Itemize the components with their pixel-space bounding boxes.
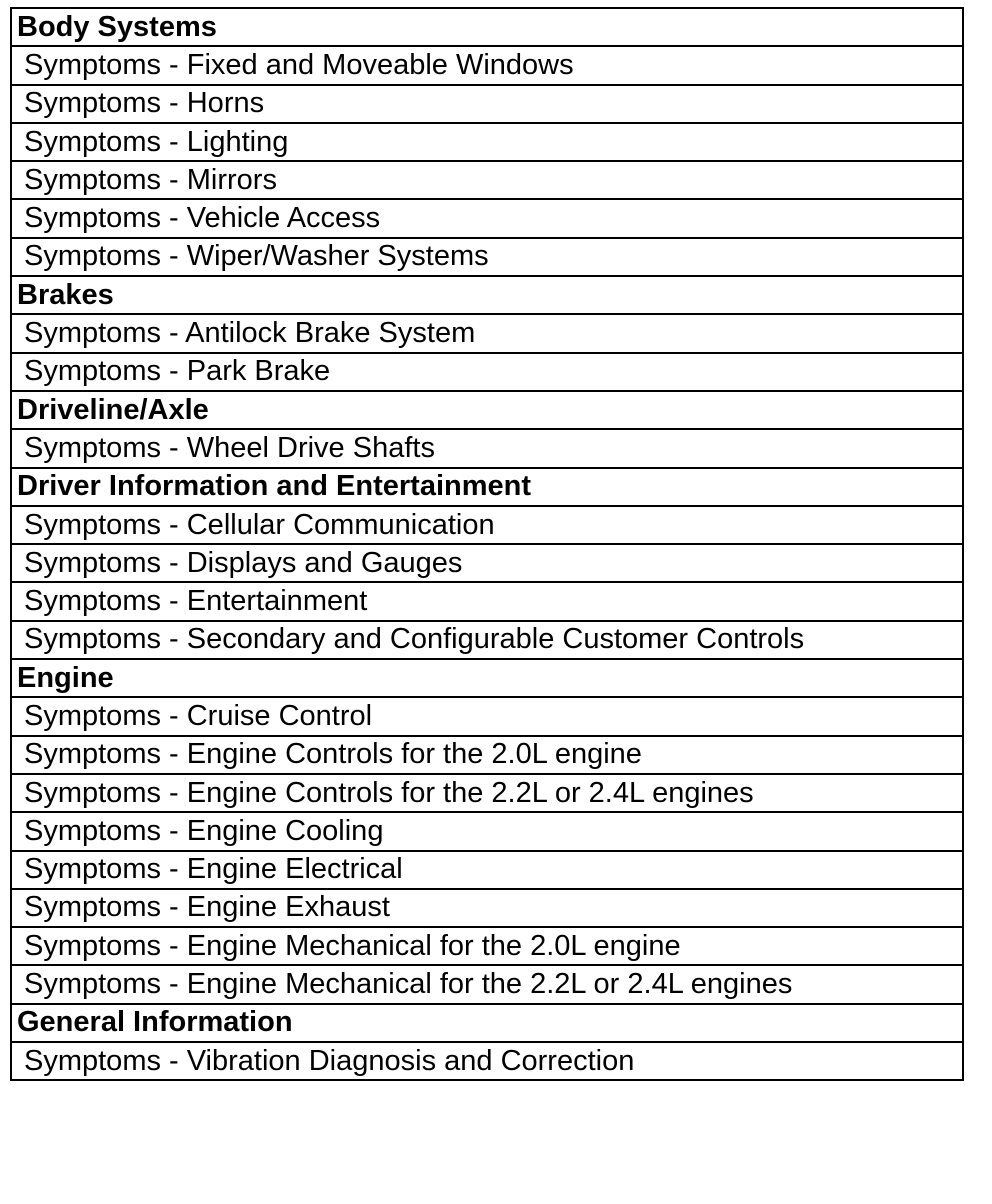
section-heading-engine: Engine <box>11 659 963 697</box>
symptom-link-secondary-customer-controls[interactable]: Symptoms - Secondary and Configurable Customer Controls <box>11 621 963 659</box>
table-row[interactable] <box>11 238 963 276</box>
symptom-link-lighting[interactable]: Symptoms - Lighting <box>11 123 963 161</box>
section-heading-driver-information: Driver Information and Entertainment <box>11 468 963 506</box>
symptom-link-engine-cooling[interactable]: Symptoms - Engine Cooling <box>11 812 963 850</box>
table-row[interactable] <box>11 353 963 391</box>
symptom-link-fixed-and-moveable-windows[interactable]: Symptoms - Fixed and Moveable Windows <box>11 46 963 84</box>
symptom-link-vehicle-access[interactable]: Symptoms - Vehicle Access <box>11 199 963 237</box>
table-row[interactable] <box>11 85 963 123</box>
section-row <box>11 468 963 506</box>
table-row[interactable] <box>11 314 963 352</box>
section-row <box>11 276 963 314</box>
symptom-link-engine-mechanical-2-2l-2-4l[interactable]: Symptoms - Engine Mechanical for the 2.2L or 2.4L engines <box>11 965 963 1003</box>
table-row[interactable] <box>11 736 963 774</box>
table-row[interactable] <box>11 621 963 659</box>
symptom-link-entertainment[interactable]: Symptoms - Entertainment <box>11 582 963 620</box>
table-row[interactable] <box>11 544 963 582</box>
section-heading-driveline-axle: Driveline/Axle <box>11 391 963 429</box>
table-row[interactable] <box>11 429 963 467</box>
symptoms-index-table <box>10 7 964 1081</box>
table-row[interactable] <box>11 812 963 850</box>
table-row[interactable] <box>11 889 963 927</box>
section-row <box>11 659 963 697</box>
section-heading-body-systems: Body Systems <box>11 8 963 46</box>
table-row[interactable] <box>11 927 963 965</box>
symptom-link-engine-controls-2-2l-2-4l[interactable]: Symptoms - Engine Controls for the 2.2L or 2.4L engines <box>11 774 963 812</box>
symptom-link-antilock-brake-system[interactable]: Symptoms - Antilock Brake System <box>11 314 963 352</box>
table-row[interactable] <box>11 506 963 544</box>
symptom-link-park-brake[interactable]: Symptoms - Park Brake <box>11 353 963 391</box>
table-row[interactable] <box>11 123 963 161</box>
symptom-link-displays-and-gauges[interactable]: Symptoms - Displays and Gauges <box>11 544 963 582</box>
section-row <box>11 1004 963 1042</box>
symptom-link-wheel-drive-shafts[interactable]: Symptoms - Wheel Drive Shafts <box>11 429 963 467</box>
symptom-link-engine-controls-2-0l[interactable]: Symptoms - Engine Controls for the 2.0L engine <box>11 736 963 774</box>
symptom-link-vibration-diagnosis[interactable]: Symptoms - Vibration Diagnosis and Correction <box>11 1042 963 1080</box>
table-row[interactable] <box>11 774 963 812</box>
table-row[interactable] <box>11 199 963 237</box>
section-row <box>11 8 963 46</box>
section-heading-brakes: Brakes <box>11 276 963 314</box>
table-row[interactable] <box>11 161 963 199</box>
symptom-link-engine-electrical[interactable]: Symptoms - Engine Electrical <box>11 851 963 889</box>
table-row[interactable] <box>11 697 963 735</box>
table-row[interactable] <box>11 582 963 620</box>
symptom-link-wiper-washer-systems[interactable]: Symptoms - Wiper/Washer Systems <box>11 238 963 276</box>
table-row[interactable] <box>11 46 963 84</box>
table-row[interactable] <box>11 1042 963 1080</box>
table-row[interactable] <box>11 965 963 1003</box>
table-row[interactable] <box>11 851 963 889</box>
symptom-link-mirrors[interactable]: Symptoms - Mirrors <box>11 161 963 199</box>
symptom-link-engine-exhaust[interactable]: Symptoms - Engine Exhaust <box>11 889 963 927</box>
section-row <box>11 391 963 429</box>
section-heading-general-information: General Information <box>11 1004 963 1042</box>
symptom-link-cellular-communication[interactable]: Symptoms - Cellular Communication <box>11 506 963 544</box>
symptom-link-engine-mechanical-2-0l[interactable]: Symptoms - Engine Mechanical for the 2.0L engine <box>11 927 963 965</box>
symptom-link-horns[interactable]: Symptoms - Horns <box>11 85 963 123</box>
symptom-link-cruise-control[interactable]: Symptoms - Cruise Control <box>11 697 963 735</box>
